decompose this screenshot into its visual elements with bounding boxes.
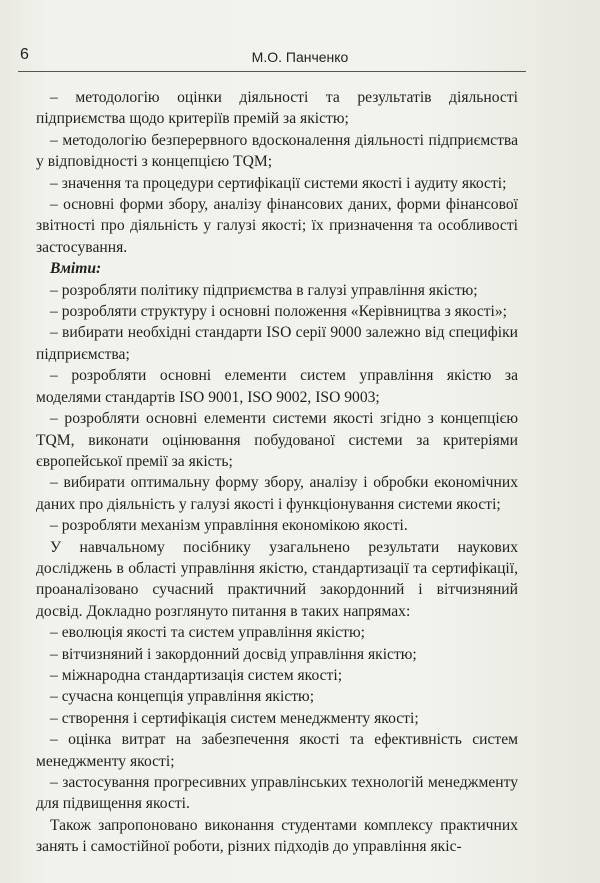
list-item: – розробляти політику підприємства в галузі управління якістю; [50, 281, 478, 299]
header-rule [18, 71, 526, 72]
page-number: 6 [20, 46, 29, 63]
list-item: – розробляти структуру і основні положення «Керівництва з якості»; [50, 303, 508, 321]
list-item: – методологію оцінки діяльності та результатів діяльності підприємства щодо критеріїв премій за якістю; [36, 89, 518, 128]
list-item: – оцінка витрат на забезпечення якості та ефективність систем менеджменту якості; [36, 731, 518, 770]
body-paragraph: У навчальному посібнику узагальнено результати наукових досліджень в області управління якістю, стандартизації та сертифікації, проаналізовано сучасний практичний закордонний і вітчизняний досвід. Докладно розглянуто питання в таких напрямах: [36, 538, 518, 620]
page-body [36, 87, 518, 858]
list-item: – сучасна концепція управління якістю; [50, 688, 315, 706]
running-head: М.О. Панченко [251, 49, 349, 65]
list-item: – вибирати оптимальну форму збору, аналізу і обробки економічних даних про діяльність у галузі якості і функціонування системи якості; [36, 474, 518, 513]
list-item: – основні форми збору, аналізу фінансових даних, форми фінансової звітності про діяльність у галузі якості; їх призначення та особливості застосування. [36, 196, 518, 256]
list-item: – створення і сертифікація систем менеджменту якості; [50, 709, 419, 727]
section-heading: Вміти: [50, 260, 102, 278]
list-item: – розробляти основні елементи систем управління якістю за моделями стандартів ISO 9001, ISO 9002, ISO 9003; [36, 367, 518, 406]
page-header [0, 46, 600, 70]
list-item: – методологію безперервного вдосконалення діяльності підприємства у відповідності з концепцією TQM; [36, 131, 518, 171]
body-paragraph: Також запропоновано виконання студентами комплексу практичних занять і самостійної роботи, різних підходів до управління якіс- [36, 816, 518, 856]
list-item: – значення та процедури сертифікації системи якості і аудиту якості; [50, 174, 507, 192]
list-item: – еволюція якості та систем управління якістю; [50, 624, 365, 642]
list-item: – міжнародна стандартизація систем якості; [50, 666, 343, 684]
list-item: – застосування прогресивних управлінських технологій менеджменту для підвищення якості. [36, 774, 518, 813]
list-item: – розробляти механізм управління економікою якості. [50, 517, 408, 535]
list-item: – вітчизняний і закордонний досвід управління якістю; [50, 645, 417, 663]
list-item: – розробляти основні елементи системи якості згідно з концепцією TQM, виконати оцінювання побудованої системи за критеріями європейської премії за якість; [36, 410, 518, 470]
list-item: – вибирати необхідні стандарти ISO серії 9000 залежно від специфіки підприємства; [36, 324, 518, 363]
